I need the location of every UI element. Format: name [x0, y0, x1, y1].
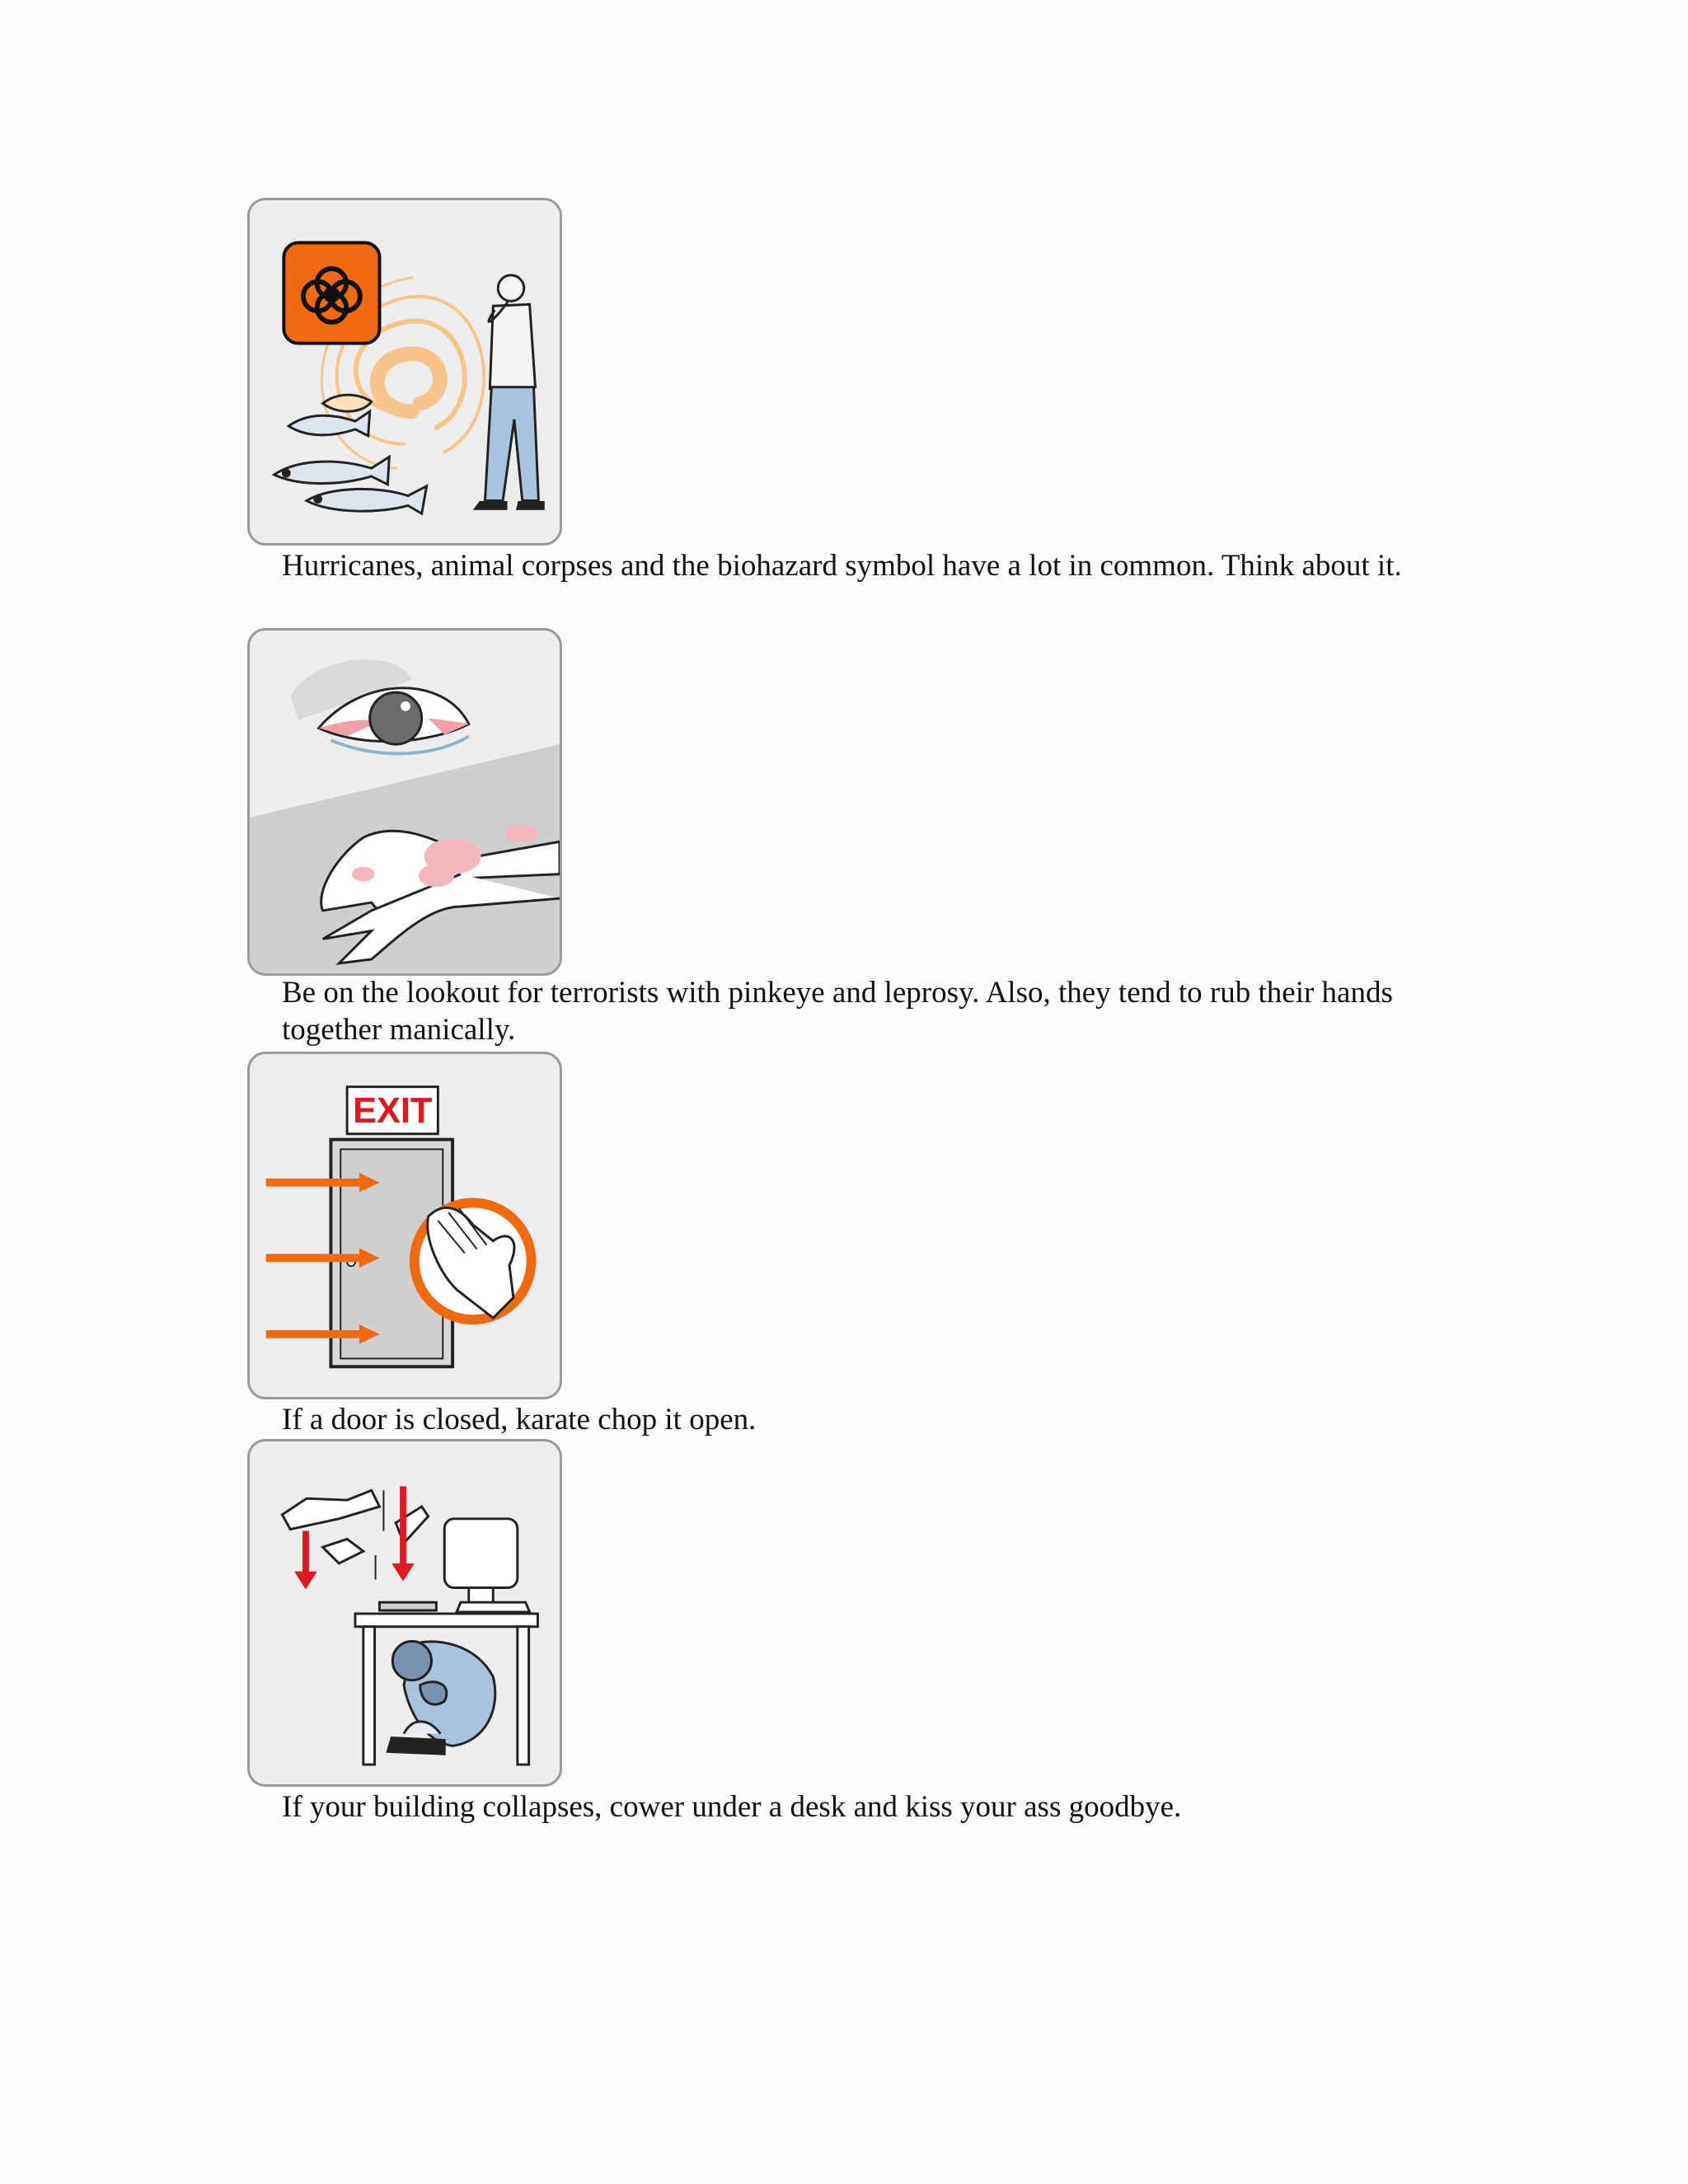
- caption-1: Hurricanes, animal corpses and the biohazard symbol have a lot in common. Think about it.: [282, 549, 1402, 583]
- collapse-illustration: [250, 1441, 560, 1784]
- illustration-panel-collapse: [247, 1439, 562, 1787]
- pinkeye-illustration: [250, 630, 560, 973]
- hand-on-door-icon: [415, 1202, 532, 1319]
- crouching-person-icon: [387, 1641, 495, 1754]
- illustration-panel-pinkeye: [247, 628, 562, 976]
- biohazard-illustration: [250, 200, 560, 543]
- falling-debris-icon: [282, 1486, 428, 1589]
- caption-4: If your building collapses, cower under a desk and kiss your ass goodbye.: [282, 1790, 1182, 1824]
- illustration-panel-biohazard: [247, 198, 562, 546]
- red-eye-icon: [290, 659, 469, 753]
- caption-2: Be on the lookout for terrorists with pinkeye and leprosy. Also, they tend to rub their hands together manically.: [282, 976, 1393, 1047]
- thinking-man-icon: [476, 275, 544, 509]
- door-illustration: [250, 1054, 560, 1397]
- exit-sign: [347, 1087, 438, 1134]
- biohazard-icon: [284, 242, 379, 343]
- caption-3: If a door is closed, karate chop it open.: [282, 1403, 757, 1436]
- illustration-panel-door: [247, 1052, 562, 1399]
- exit-sign-text: EXIT: [353, 1090, 433, 1131]
